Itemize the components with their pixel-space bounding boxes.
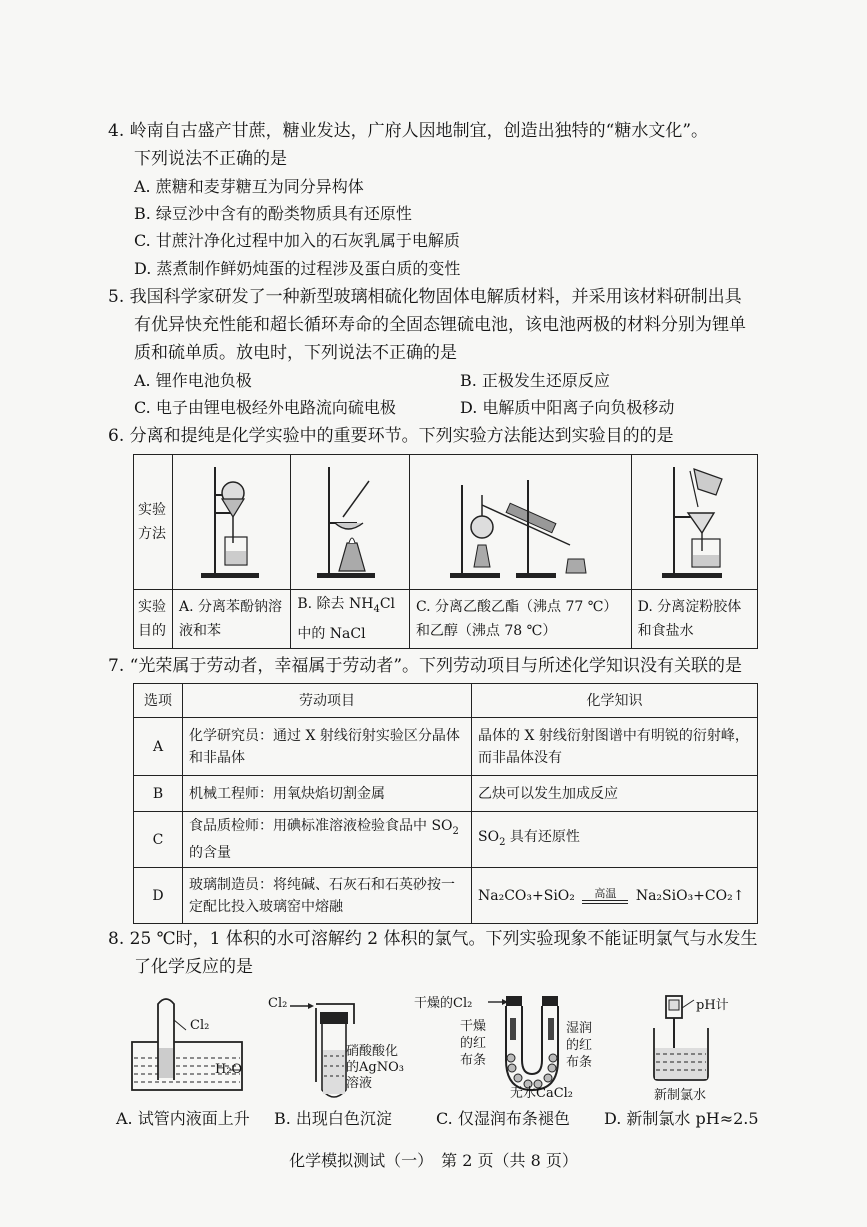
q6-apparatus-d <box>631 455 757 590</box>
q5-option-b: B. 正极发生还原反应 <box>460 371 610 390</box>
q4-option-b: B. 绿豆沙中含有的酚类物质具有还原性 <box>134 204 412 223</box>
reaction-arrow <box>582 888 628 904</box>
q8-c-wet-strip-label <box>566 1020 592 1071</box>
q7-row-b-labor: 机械工程师：用氧炔焰切割金属 <box>183 776 472 812</box>
q8-stem-line1: 8. 25 ℃时，1 体积的水可溶解约 2 体积的氯气。下列实验现象不能证明氯气与水发生 <box>108 929 758 949</box>
q8-figure-a <box>122 990 242 1100</box>
q7-stem: 7. “光荣属于劳动者，幸福属于劳动者”。下列劳动项目与所述化学知识没有关联的是 <box>108 656 743 676</box>
q6-stem: 6. 分离和提纯是化学实验中的重要环节。下列实验方法能达到实验目的的是 <box>108 426 674 446</box>
table-row <box>134 812 758 868</box>
q7-row-d-chem-lhs: Na₂CO₃+SiO₂ <box>478 887 575 904</box>
q8-c-dry-line1: 干燥 <box>460 1019 487 1034</box>
q5-option-d: D. 电解质中阳离子向负极移动 <box>460 398 675 417</box>
q8-b-solution-line2: 的AgNO₃ <box>346 1060 404 1075</box>
q7-row-c-chem-pre: SO <box>478 828 500 845</box>
q7-row-c-labor-sub: 2 <box>452 825 459 837</box>
q7-row-c-labor-post: 的含量 <box>189 845 231 862</box>
q8-b-solution-line3: 溶液 <box>346 1076 373 1091</box>
page-footer: 化学模拟测试（一） 第 2 页（共 8 页） <box>289 1151 578 1170</box>
filtration-icon <box>632 455 746 585</box>
q8-option-d: D. 新制氯水 pH≈2.5 <box>604 1109 759 1128</box>
q7-row-d-option: D <box>134 868 183 924</box>
q8-a-cl2-label: Cl₂ <box>190 1018 210 1033</box>
q6-apparatus-c <box>409 455 631 590</box>
q8-c-dry-cl2-label: 干燥的Cl₂ <box>414 996 473 1011</box>
q8-stem-line2: 了化学反应的是 <box>134 957 253 977</box>
q6-row-head-method <box>134 455 173 590</box>
q7-table <box>133 683 758 924</box>
q6-row-head-purpose-text: 实验目的 <box>138 598 166 639</box>
table-row <box>134 868 758 924</box>
distillation-icon <box>410 455 620 585</box>
q8-c-wet-line2: 的红 <box>566 1038 593 1053</box>
q7-row-a-chem: 晶体的 X 射线衍射图谱中有明锐的衍射峰，而非晶体没有 <box>472 718 758 776</box>
q7-row-d-chem <box>472 868 758 924</box>
q7-row-c-labor-pre: 食品质检师：用碘标准溶液检验食品中 SO <box>189 817 453 834</box>
q6-purpose-d: D. 分离淀粉胶体和食盐水 <box>631 590 757 649</box>
q8-b-cl2-label: Cl₂ <box>268 996 288 1011</box>
q8-a-h2o-label: H₂O <box>215 1062 243 1077</box>
q7-row-b-option: B <box>134 776 183 812</box>
q4-option-a: A. 蔗糖和麦芽糖互为同分异构体 <box>134 177 364 196</box>
q7-row-c-chem-post: 具有还原性 <box>505 828 580 845</box>
q5-stem-line2: 有优异快充性能和超长循环寿命的全固态锂硫电池，该电池两极的材料分别为锂单 <box>134 315 746 335</box>
q6-row-head-method-text: 实验方法 <box>138 502 166 542</box>
q7-header-labor: 劳动项目 <box>183 684 472 718</box>
evaporating-dish-icon <box>291 455 397 585</box>
q8-d-ph-label: pH计 <box>696 998 729 1013</box>
q5-stem-line1: 5. 我国科学家研发了一种新型玻璃相硫化物固体电解质材料，并采用该材料研制出具 <box>108 287 742 307</box>
q7-header-option: 选项 <box>134 684 183 718</box>
q7-row-b-chem: 乙炔可以发生加成反应 <box>472 776 758 812</box>
separatory-funnel-icon <box>173 455 279 585</box>
q6-table <box>133 454 758 649</box>
q8-c-dry-line3: 布条 <box>460 1053 487 1068</box>
q7-row-d-labor: 玻璃制造员：将纯碱、石灰石和石英砂按一定配比投入玻璃窑中熔融 <box>183 868 472 924</box>
q8-c-wet-line1: 湿润 <box>566 1021 593 1036</box>
q8-c-dry-strip-label <box>460 1018 486 1069</box>
q7-row-a-labor: 化学研究员：通过 X 射线衍射实验区分晶体和非晶体 <box>183 718 472 776</box>
q6-purpose-b-pre: B. 除去 NH <box>297 596 374 612</box>
q8-c-wet-line3: 布条 <box>566 1055 593 1070</box>
q4-stem-line1: 4. 岭南自古盛产甘蔗，糖业发达，广府人因地制宜，创造出独特的“糖水文化”。 <box>108 121 709 141</box>
q6-purpose-b <box>291 590 410 649</box>
q4-option-c: C. 甘蔗汁净化过程中加入的石灰乳属于电解质 <box>134 231 460 250</box>
q7-header-chem: 化学知识 <box>472 684 758 718</box>
q6-purpose-b-sub: 4 <box>373 603 380 615</box>
q5-stem-line3: 质和硫单质。放电时，下列说法不正确的是 <box>134 343 457 363</box>
q7-row-c-chem-sub: 2 <box>499 836 506 848</box>
q8-option-b: B. 出现白色沉淀 <box>274 1109 392 1128</box>
q8-b-solution-label <box>346 1044 404 1092</box>
q8-b-solution-line1: 硝酸酸化 <box>346 1044 399 1059</box>
q4-stem-line2: 下列说法不正确的是 <box>134 149 287 169</box>
q6-apparatus-a <box>173 455 291 590</box>
q6-purpose-b-post: Cl 中的 NaCl <box>297 596 396 642</box>
q6-purpose-c: C. 分离乙酸乙酯（沸点 77 ℃）和乙醇（沸点 78 ℃） <box>409 590 631 649</box>
table-row <box>134 776 758 812</box>
q6-apparatus-b <box>291 455 410 590</box>
q4-option-d: D. 蒸煮制作鲜奶炖蛋的过程涉及蛋白质的变性 <box>134 259 461 278</box>
q6-row-head-purpose <box>134 590 173 649</box>
q8-c-dry-line2: 的红 <box>460 1036 487 1051</box>
q7-row-c-chem <box>472 812 758 868</box>
q5-option-c: C. 电子由锂电极经外电路流向硫电极 <box>134 398 396 417</box>
q6-purpose-a: A. 分离苯酚钠溶液和苯 <box>173 590 291 649</box>
q8-c-cacl2-label: 无水CaCl₂ <box>510 1086 574 1101</box>
q8-option-a: A. 试管内液面上升 <box>116 1109 250 1128</box>
q7-row-c-option: C <box>134 812 183 868</box>
reaction-condition: 高温 <box>594 886 617 900</box>
q7-row-a-option: A <box>134 718 183 776</box>
q5-option-a: A. 锂作电池负极 <box>134 371 252 390</box>
q8-d-water-label: 新制氯水 <box>654 1088 707 1103</box>
double-line-icon <box>582 900 628 904</box>
table-row <box>134 718 758 776</box>
q7-row-d-chem-rhs: Na₂SiO₃+CO₂↑ <box>635 887 745 904</box>
q8-option-c: C. 仅湿润布条褪色 <box>436 1109 570 1128</box>
q7-row-c-labor <box>183 812 472 868</box>
